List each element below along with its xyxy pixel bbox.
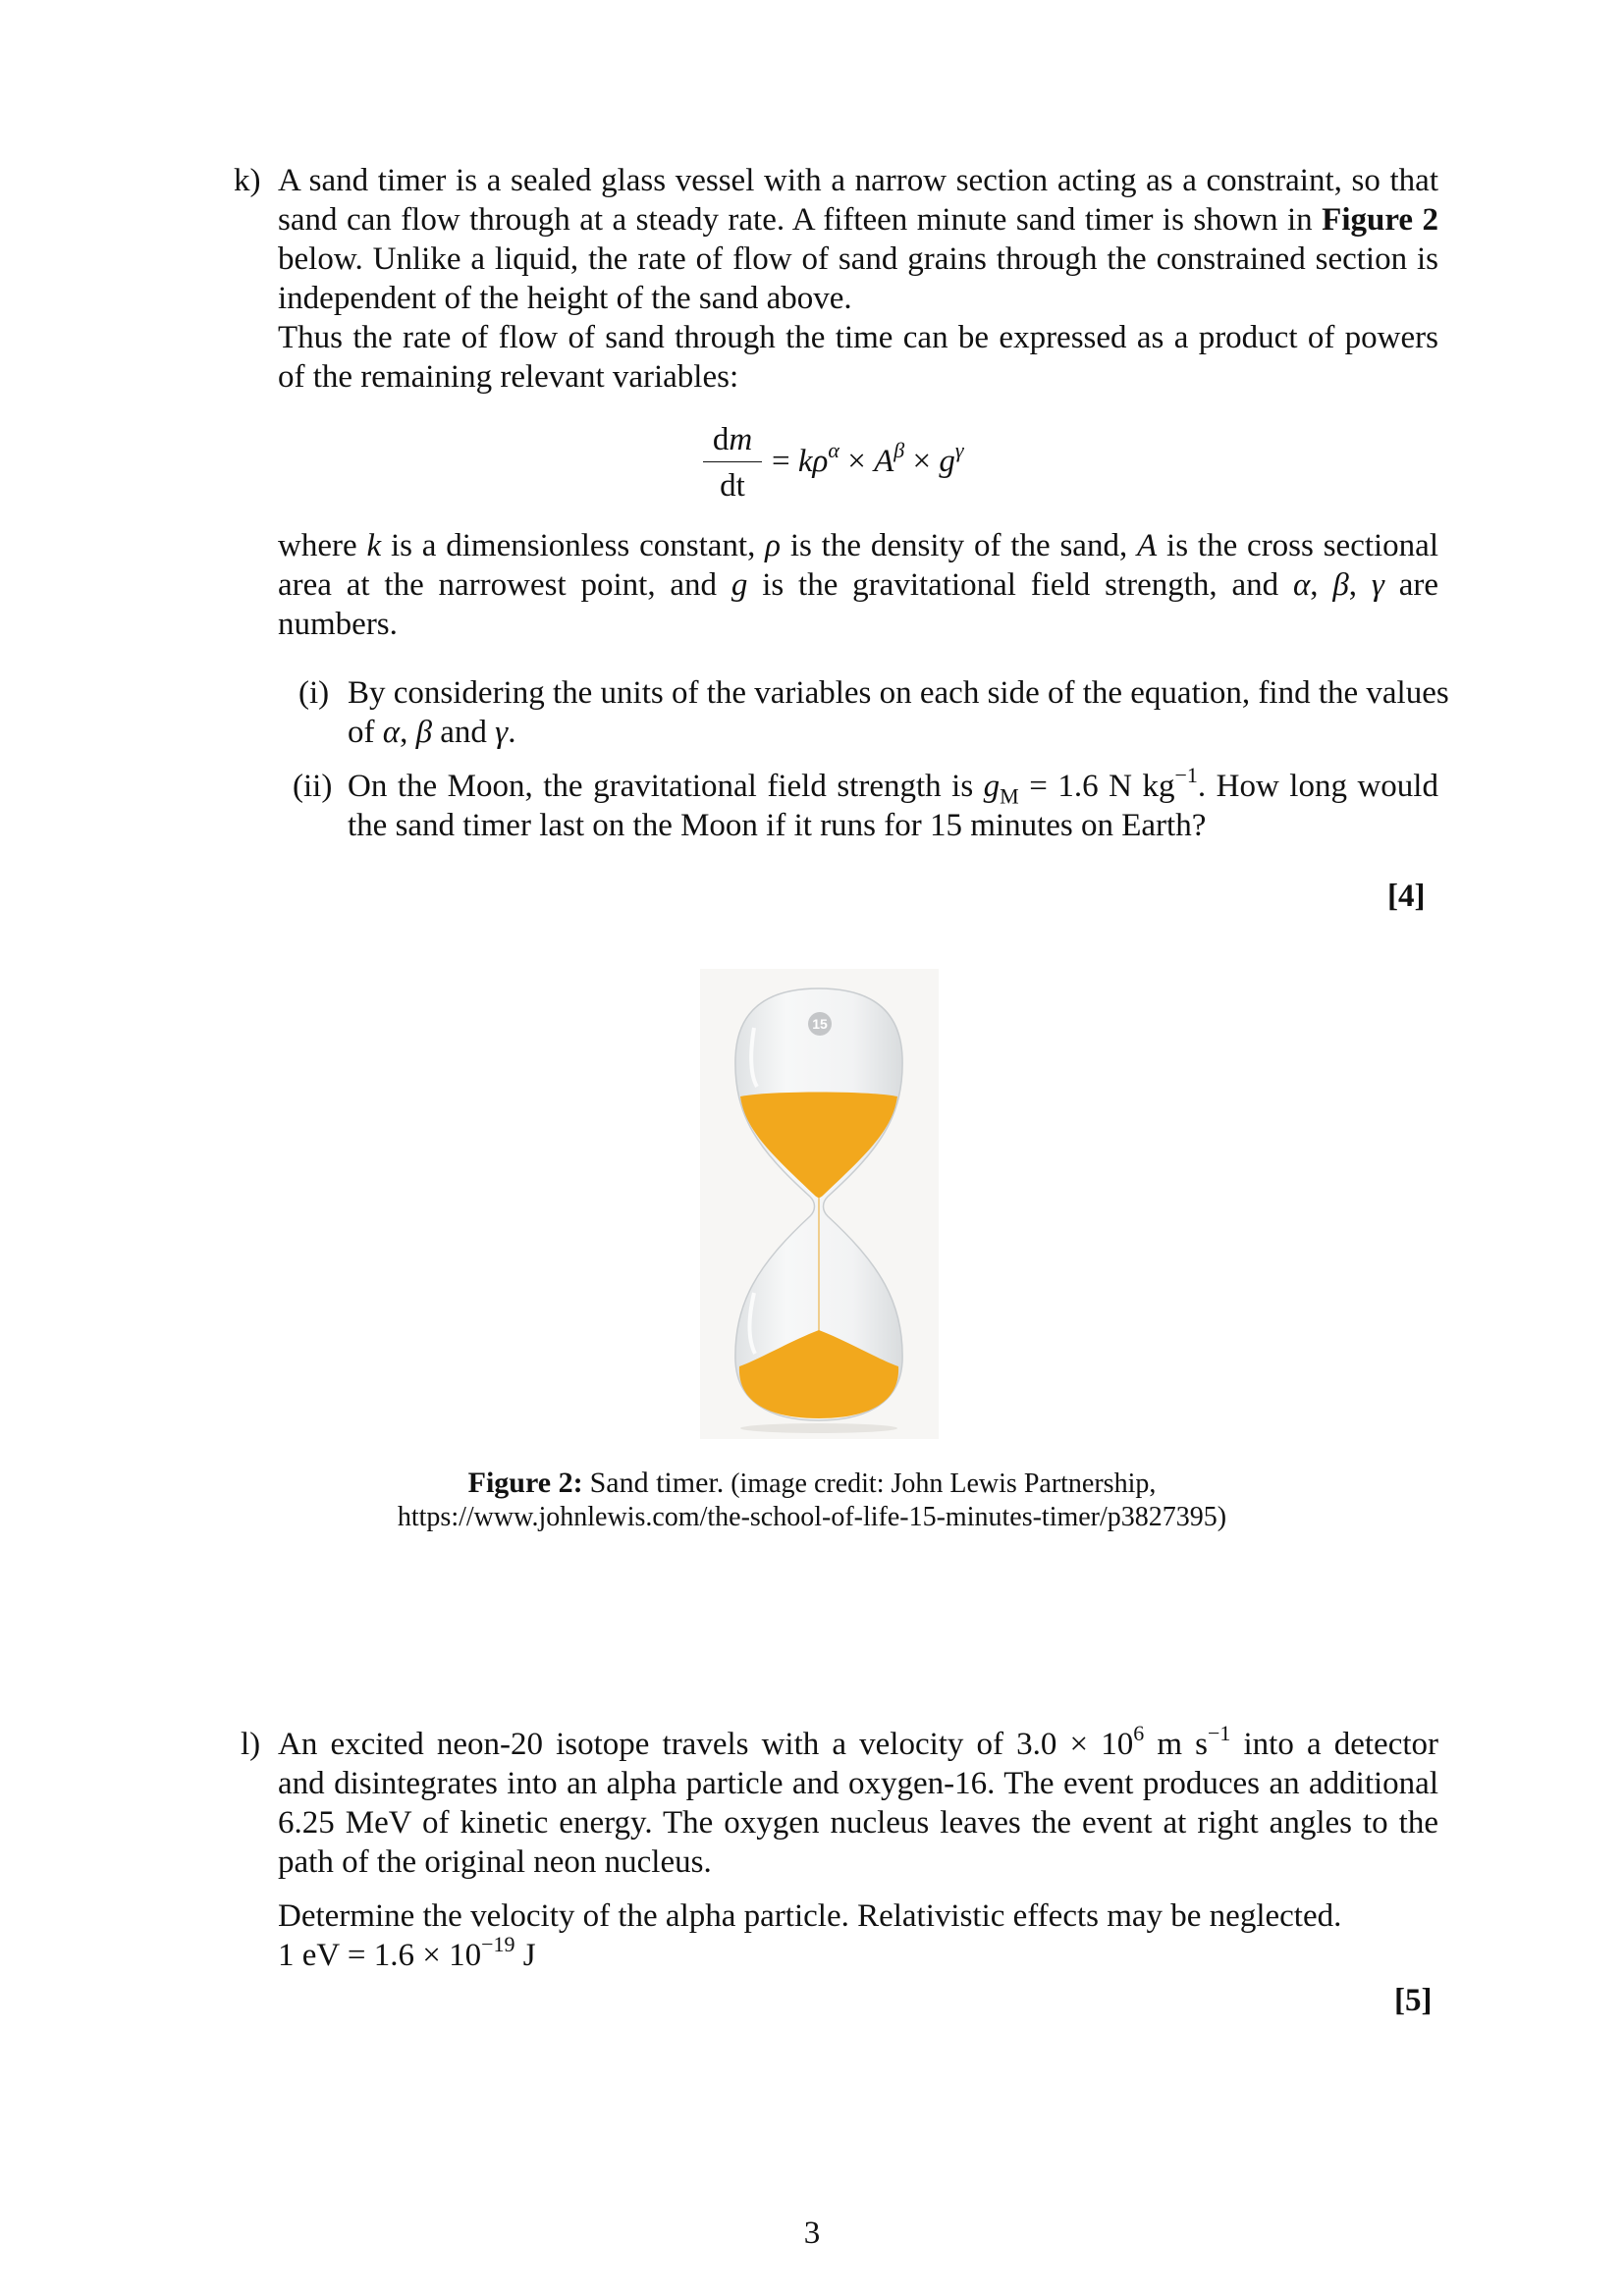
part-i-text xyxy=(348,673,1449,752)
where-line-2: area at the narrowest point, and g is the gravitational field strength, and α, β, γ are xyxy=(278,567,1438,603)
where-line-1: where k is a dimensionless constant, ρ is the density of the sand, A is the cross sectional xyxy=(278,528,1438,563)
part-ii-line-2: the sand timer last on the Moon if it runs for 15 minutes on Earth? xyxy=(348,808,1207,843)
equation-rhs: = $k\rho^\alpha \times A^\beta \times g^\gamma$ xyxy=(772,438,964,479)
question-k-intro-line-2 xyxy=(278,200,1438,240)
part-i-label: (i) xyxy=(298,675,330,711)
equation-numerator: dm xyxy=(712,422,753,457)
question-l-line-3: 6.25 MeV of kinetic energy. The oxygen nucleus leaves the event at right angles to the xyxy=(278,1805,1438,1841)
question-l-instruction xyxy=(278,1896,1438,1975)
part-ii-text xyxy=(348,763,1438,845)
figure-2-caption xyxy=(295,1467,1329,1534)
question-k-marks: [4] xyxy=(1387,879,1426,914)
conversion-line: 1 eV = $1.6 \times 10^{-19}$ J xyxy=(278,1932,536,1973)
question-l-marks: [5] xyxy=(1394,1983,1433,2018)
equation-denominator: dt xyxy=(720,468,745,504)
question-l-line-1: An excited neon-20 isotope travels with a velocity of $3.0 \times 10^6$ m $s^{-1}$ into a detector xyxy=(278,1721,1438,1762)
question-k-intro-line-1: A sand timer is a sealed glass vessel with a narrow section acting as a constraint, so that xyxy=(278,163,1438,198)
part-ii-label: (ii) xyxy=(293,769,333,804)
derivative-fraction xyxy=(703,420,762,506)
question-l-label: l) xyxy=(241,1727,261,1762)
caption-url: https://www.johnlewis.com/the-school-of-life-15-minutes-timer/p3827395) xyxy=(397,1502,1227,1532)
question-k-intro-line-4: independent of the height of the sand above. xyxy=(278,281,852,316)
caption-line-1 xyxy=(468,1468,1157,1499)
flow-rate-equation xyxy=(703,420,1017,504)
question-l-line-2: and disintegrates into an alpha particle and oxygen-16. The event produces an additional xyxy=(278,1766,1438,1801)
determine-line: Determine the velocity of the alpha particle. Relativistic effects may be neglected. xyxy=(278,1898,1342,1934)
question-k-thus xyxy=(278,318,1438,397)
thus-line-1: Thus the rate of flow of sand through the time can be expressed as a product of powers xyxy=(278,320,1438,355)
question-k-intro xyxy=(278,161,1438,318)
question-l-text xyxy=(278,1721,1438,1882)
timer-15-badge: 15 xyxy=(808,1012,832,1036)
part-i-line-1: By considering the units of the variables on each side of the equation, find the values xyxy=(348,675,1449,711)
page-number: 3 xyxy=(803,2216,821,2251)
intro-line-2-text: sand can flow through at a steady rate. A fifteen minute sand timer is shown in xyxy=(278,202,1323,238)
thus-line-2: of the remaining relevant variables: xyxy=(278,359,739,395)
sand-timer-image xyxy=(700,969,939,1439)
figure-2-reference: Figure 2 xyxy=(1322,202,1438,238)
fraction-bar xyxy=(703,461,762,462)
where-line-3: numbers. xyxy=(278,607,398,642)
part-i-line-2: of α, β and γ. xyxy=(348,715,516,750)
question-k-label: k) xyxy=(234,163,261,198)
caption-credit: (image credit: John Lewis Partnership, xyxy=(731,1468,1157,1499)
question-l-line-4: path of the original neon nucleus. xyxy=(278,1844,712,1880)
question-k-intro-line-3: below. Unlike a liquid, the rate of flow of sand grains through the constrained section is xyxy=(278,241,1438,277)
sand-timer-illustration xyxy=(700,969,939,1439)
question-k-where xyxy=(278,526,1438,644)
caption-label: Figure 2: xyxy=(467,1467,583,1499)
caption-title: Sand timer. xyxy=(589,1467,725,1499)
part-ii-line-1: On the Moon, the gravitational field strength is $g_M = 1.6$ N $kg^{-1}$. How long would xyxy=(348,763,1438,809)
